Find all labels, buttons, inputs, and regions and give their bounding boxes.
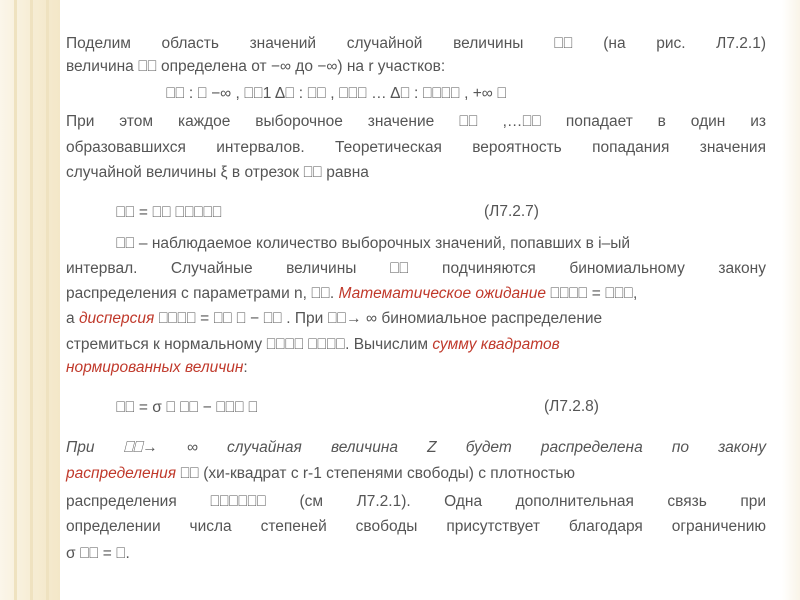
band-stripe — [30, 0, 33, 600]
paragraph-line: ⎕⎕ – наблюдаемое количество выборочных значений, попавших в i–ый — [116, 235, 631, 252]
term-variance: дисперсия — [78, 310, 155, 327]
line-text: а — [66, 310, 79, 327]
equation-number: (Л7.2.7) — [484, 203, 539, 220]
term-normalized-values: нормированных величин — [66, 359, 244, 376]
paragraph-line — [66, 464, 575, 486]
paragraph-line — [66, 309, 602, 331]
paragraph-line: интервал. Случайные величины ⎕⎕ подчиняются биномиальному закону — [66, 260, 766, 277]
term-sum-of-squares: сумму квадратов — [432, 336, 560, 353]
line-text: ⎕⎕ (хи-квадрат с r-1 степенями свободы) с плотностью — [176, 465, 576, 482]
band-stripe — [14, 0, 17, 600]
paragraph-line: определении числа степеней свободы присутствует благодаря ограничению — [66, 518, 766, 535]
line-text: распределения с параметрами n, ⎕⎕. — [66, 285, 339, 302]
paragraph-line: величина ⎕⎕ определена от −∞ до −∞) на r участков: — [66, 58, 446, 75]
left-decorative-band — [0, 0, 60, 600]
paragraph-line: При этом каждое выборочное значение ⎕⎕ ,…⎕⎕ попадает в один из — [66, 113, 766, 130]
paragraph-line: При ⎕⎕→ ∞ случайная величина Z будет распределена по закону — [66, 439, 766, 456]
line-text: стремиться к нормальному ⎕⎕⎕⎕ ⎕⎕⎕⎕. Вычислим — [66, 336, 433, 353]
equation-number: (Л7.2.8) — [544, 398, 599, 415]
paragraph-line: образовавшихся интервалов. Теоретическая вероятность попадания значения — [66, 139, 766, 156]
formula-z-sum: ⎕⎕ = σ ⎕ ⎕⎕ − ⎕⎕⎕ ⎕ — [116, 399, 258, 416]
term-expectation: Математическое ожидание — [338, 285, 546, 302]
line-text: ⎕⎕⎕⎕ = ⎕⎕ ⎕ − ⎕⎕ . При ⎕⎕→ ∞ биномиальное распределение — [154, 310, 603, 327]
paragraph-line: случайной величины ξ в отрезок ⎕⎕ равна — [66, 164, 369, 181]
formula-probability: ⎕⎕ = ⎕⎕ ⎕⎕⎕⎕⎕ — [116, 204, 222, 221]
formula-constraint: σ ⎕⎕ = ⎕. — [66, 545, 130, 562]
line-text: ⎕⎕⎕⎕ = ⎕⎕⎕, — [545, 285, 638, 302]
paragraph-line — [66, 335, 560, 357]
band-stripe — [46, 0, 49, 600]
paragraph-line — [66, 284, 637, 306]
term-distribution: распределения — [66, 465, 177, 482]
interval-formula: ⎕⎕ : ⎕ −∞ , ⎕⎕1 Δ⎕ : ⎕⎕ , ⎕⎕⎕ … Δ⎕ : ⎕⎕⎕⎕ , +∞ ⎕ — [166, 85, 507, 102]
paragraph-line: распределения ⎕⎕⎕⎕⎕⎕ (см Л7.2.1). Одна дополнительная связь при — [66, 493, 766, 510]
right-edge-shade — [782, 0, 800, 600]
paragraph-line — [66, 358, 248, 380]
line-text: : — [243, 359, 248, 376]
paragraph-line: Поделим область значений случайной величины ⎕⎕ (на рис. Л7.2.1) — [66, 35, 766, 52]
